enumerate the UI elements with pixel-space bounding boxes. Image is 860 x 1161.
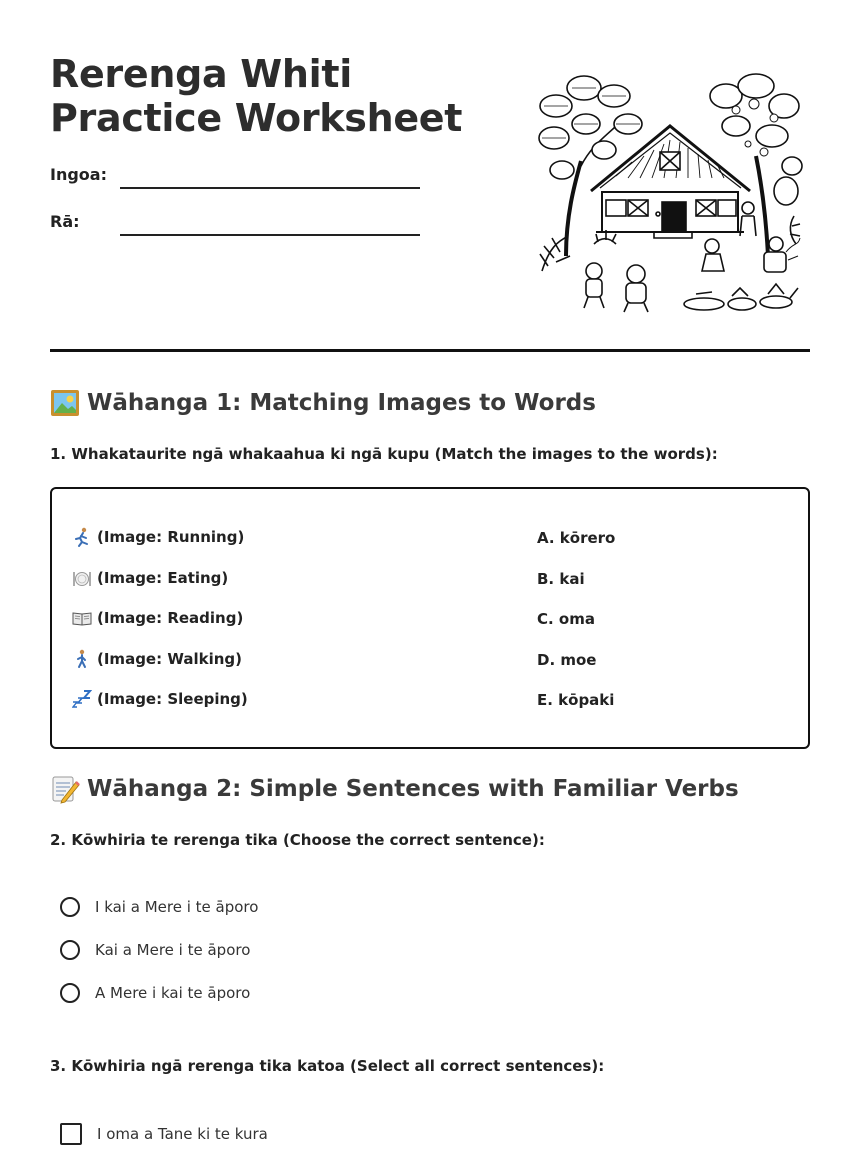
match-item-running [72,527,244,547]
name-input-line[interactable] [120,187,420,189]
match-item-eating [72,568,228,588]
question-2: 2. Kōwhiria te rerenga tika (Choose the correct sentence): [50,831,545,849]
matching-box [50,487,810,749]
radio-button[interactable] [60,940,80,960]
plate-cutlery-icon [72,568,92,588]
radio-option-label: I kai a Mere i te āporo [95,898,259,916]
match-item-sleeping [72,689,248,709]
page-title: Rerenga Whiti Practice Worksheet [50,52,463,140]
match-item-label: (Image: Walking) [97,650,242,668]
radio-option-label: Kai a Mere i te āporo [95,941,251,959]
radio-option-1[interactable] [60,897,258,917]
match-word-c: C. oma [537,610,595,628]
section2-heading [50,774,739,804]
match-word-e: E. kōpaki [537,691,615,709]
question-1: 1. Whakataurite ngā whakaahua ki ngā kupu (Match the images to the words): [50,445,718,463]
match-item-walking [72,649,242,669]
framed-picture-icon [50,388,80,418]
checkbox[interactable] [60,1123,82,1145]
memo-pencil-icon [50,774,80,804]
wharenui-illustration [536,66,804,316]
date-input-line[interactable] [120,234,420,236]
radio-option-label: A Mere i kai te āporo [95,984,251,1002]
radio-button[interactable] [60,983,80,1003]
radio-button[interactable] [60,897,80,917]
open-book-icon [72,608,92,628]
match-item-label: (Image: Running) [97,528,245,546]
section1-heading [50,388,596,418]
running-person-icon [72,527,92,547]
zzz-sleep-icon [72,689,92,709]
question-3: 3. Kōwhiria ngā rerenga tika katoa (Select all correct sentences): [50,1057,605,1075]
match-item-reading [72,608,243,628]
date-label: Rā: [50,212,80,231]
match-word-b: B. kai [537,570,585,588]
checkbox-option-label: I oma a Tane ki te kura [97,1125,268,1143]
radio-option-2[interactable] [60,940,250,960]
section1-heading-text: Wāhanga 1: Matching Images to Words [87,390,596,416]
match-item-label: (Image: Eating) [97,569,229,587]
radio-option-3[interactable] [60,983,250,1003]
match-item-label: (Image: Sleeping) [97,690,248,708]
walking-person-icon [72,649,92,669]
match-word-a: A. kōrero [537,529,616,547]
name-label: Ingoa: [50,165,107,184]
section2-heading-text: Wāhanga 2: Simple Sentences with Familiar Verbs [87,776,739,802]
match-item-label: (Image: Reading) [97,609,244,627]
checkbox-option-1[interactable] [60,1123,268,1145]
match-word-d: D. moe [537,651,597,669]
header-divider [50,349,810,352]
